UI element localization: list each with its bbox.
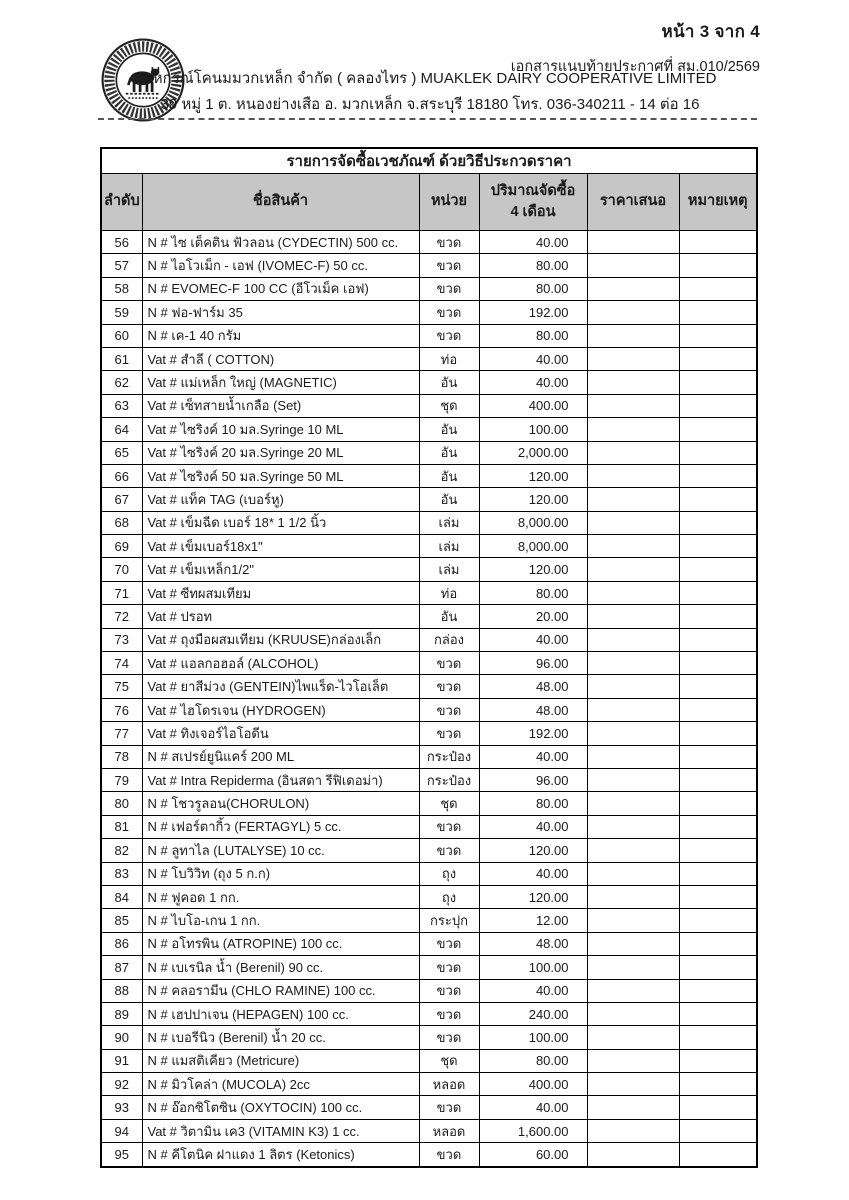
table-row (101, 652, 757, 675)
cell-no: 70 (101, 558, 142, 581)
cell-name: N # โบวิวิท (ถุง 5 ก.ก) (142, 862, 419, 885)
col-header-price: ราคาเสนอ (587, 174, 679, 231)
col-header-qty-line2: 4 เดือน (510, 204, 556, 220)
col-header-note: หมายเหตุ (679, 174, 757, 231)
cell-price (587, 558, 679, 581)
cell-no: 77 (101, 722, 142, 745)
cell-no: 78 (101, 745, 142, 768)
cell-price (587, 1002, 679, 1025)
cell-price (587, 1143, 679, 1167)
table-row (101, 698, 757, 721)
cell-price (587, 324, 679, 347)
cell-qty: 2,000.00 (479, 441, 587, 464)
cell-price (587, 254, 679, 277)
cell-qty: 80.00 (479, 581, 587, 604)
cell-unit: ขวด (419, 1026, 479, 1049)
cell-price (587, 815, 679, 838)
cell-no: 91 (101, 1049, 142, 1072)
cell-price (587, 605, 679, 628)
cell-note (679, 792, 757, 815)
cell-note (679, 1143, 757, 1167)
cell-no: 90 (101, 1026, 142, 1049)
table-row (101, 1096, 757, 1119)
cell-no: 95 (101, 1143, 142, 1167)
cell-unit: ชุด (419, 394, 479, 417)
cell-name: N # คลอรามีน (CHLO RAMINE) 100 cc. (142, 979, 419, 1002)
table-row (101, 768, 757, 791)
table-row (101, 1143, 757, 1167)
cell-price (587, 885, 679, 908)
cell-name: Vat # ไฮโดรเจน (HYDROGEN) (142, 698, 419, 721)
cell-unit: อัน (419, 488, 479, 511)
cell-qty: 100.00 (479, 956, 587, 979)
cell-qty: 60.00 (479, 1143, 587, 1167)
cell-no: 68 (101, 511, 142, 534)
cell-price (587, 1073, 679, 1096)
table-row (101, 231, 757, 254)
cell-note (679, 511, 757, 534)
cell-unit: ขวด (419, 698, 479, 721)
cell-qty: 192.00 (479, 301, 587, 324)
cell-qty: 192.00 (479, 722, 587, 745)
table-row (101, 1026, 757, 1049)
cell-unit: ขวด (419, 277, 479, 300)
table-row (101, 324, 757, 347)
cell-note (679, 1026, 757, 1049)
cell-price (587, 535, 679, 558)
cell-price (587, 418, 679, 441)
cell-no: 84 (101, 885, 142, 908)
table-row (101, 488, 757, 511)
cell-note (679, 698, 757, 721)
col-header-unit: หน่วย (419, 174, 479, 231)
table-title-row (101, 148, 757, 174)
cell-qty: 8,000.00 (479, 535, 587, 558)
cell-note (679, 628, 757, 651)
cell-qty: 80.00 (479, 1049, 587, 1072)
cell-price (587, 839, 679, 862)
cell-qty: 96.00 (479, 652, 587, 675)
cell-qty: 48.00 (479, 698, 587, 721)
cell-note (679, 885, 757, 908)
cell-qty: 40.00 (479, 745, 587, 768)
cell-unit: ขวด (419, 722, 479, 745)
cell-note (679, 909, 757, 932)
cell-note (679, 558, 757, 581)
cell-name: N # ไซ เต็คติน ฟัวลอน (CYDECTIN) 500 cc. (142, 231, 419, 254)
cell-price (587, 488, 679, 511)
cell-no: 82 (101, 839, 142, 862)
table-row (101, 839, 757, 862)
organization-header (140, 66, 720, 118)
cell-price (587, 347, 679, 370)
cell-note (679, 979, 757, 1002)
cell-unit: อัน (419, 371, 479, 394)
cell-no: 74 (101, 652, 142, 675)
table-row (101, 511, 757, 534)
cell-unit: ขวด (419, 324, 479, 347)
cell-no: 58 (101, 277, 142, 300)
cell-note (679, 488, 757, 511)
cell-unit: กระป๋อง (419, 745, 479, 768)
cell-unit: ขวด (419, 839, 479, 862)
cell-note (679, 301, 757, 324)
table-row (101, 1119, 757, 1142)
dashed-divider (98, 118, 757, 120)
cell-no: 86 (101, 932, 142, 955)
cell-qty: 80.00 (479, 792, 587, 815)
cell-name: N # สเปรย์ยูนิแคร์ 200 ML (142, 745, 419, 768)
table-row (101, 394, 757, 417)
cell-unit: ขวด (419, 254, 479, 277)
table-row (101, 1002, 757, 1025)
cell-name: Vat # แท็ค TAG (เบอร์หู) (142, 488, 419, 511)
cell-price (587, 979, 679, 1002)
cell-no: 60 (101, 324, 142, 347)
cell-qty: 80.00 (479, 277, 587, 300)
cell-price (587, 1049, 679, 1072)
cell-unit: ขวด (419, 1143, 479, 1167)
cell-qty: 12.00 (479, 909, 587, 932)
cell-no: 71 (101, 581, 142, 604)
cell-note (679, 1073, 757, 1096)
cell-no: 79 (101, 768, 142, 791)
cell-note (679, 605, 757, 628)
table-row (101, 441, 757, 464)
cell-price (587, 698, 679, 721)
cell-name: N # ฟูคอด 1 กก. (142, 885, 419, 908)
cell-price (587, 956, 679, 979)
cell-price (587, 932, 679, 955)
table-row (101, 862, 757, 885)
cell-price (587, 441, 679, 464)
cell-note (679, 1096, 757, 1119)
cell-qty: 20.00 (479, 605, 587, 628)
table-row (101, 956, 757, 979)
col-header-qty (479, 174, 587, 231)
cell-note (679, 1119, 757, 1142)
table-row (101, 535, 757, 558)
cell-name: Vat # ไซริงค์ 20 มล.Syringe 20 ML (142, 441, 419, 464)
cell-no: 85 (101, 909, 142, 932)
cell-no: 75 (101, 675, 142, 698)
table-row (101, 815, 757, 838)
cell-unit: ขวด (419, 652, 479, 675)
cell-no: 65 (101, 441, 142, 464)
cell-qty: 48.00 (479, 932, 587, 955)
cell-unit: เล่ม (419, 511, 479, 534)
table-row (101, 745, 757, 768)
cell-no: 64 (101, 418, 142, 441)
cell-qty: 80.00 (479, 324, 587, 347)
cell-qty: 40.00 (479, 979, 587, 1002)
cell-note (679, 932, 757, 955)
cell-name: Vat # เซ็ทสายน้ำเกลือ (Set) (142, 394, 419, 417)
cell-name: Vat # เข็มฉีด เบอร์ 18* 1 1/2 นิ้ว (142, 511, 419, 534)
cell-no: 67 (101, 488, 142, 511)
cell-name: N # อโทรพิน (ATROPINE) 100 cc. (142, 932, 419, 955)
cell-no: 83 (101, 862, 142, 885)
table-row (101, 254, 757, 277)
table-row (101, 979, 757, 1002)
cell-name: N # ไอโวเม็ก - เอฟ (IVOMEC-F) 50 cc. (142, 254, 419, 277)
cell-name: N # อ๊อกซิโตซิน (OXYTOCIN) 100 cc. (142, 1096, 419, 1119)
cell-no: 73 (101, 628, 142, 651)
cell-unit: อัน (419, 605, 479, 628)
cell-unit: ขวด (419, 1096, 479, 1119)
col-header-qty-line1: ปริมาณจัดซื้อ (490, 182, 576, 199)
cell-note (679, 441, 757, 464)
cell-price (587, 301, 679, 324)
table-row (101, 932, 757, 955)
cell-name: N # ฟอ-ฟาร์ม 35 (142, 301, 419, 324)
cell-unit: ขวด (419, 301, 479, 324)
cell-price (587, 652, 679, 675)
cell-qty: 120.00 (479, 885, 587, 908)
cell-qty: 100.00 (479, 418, 587, 441)
cell-price (587, 581, 679, 604)
cell-note (679, 1002, 757, 1025)
cell-unit: หลอด (419, 1073, 479, 1096)
cell-price (587, 394, 679, 417)
col-header-name: ชื่อสินค้า (142, 174, 419, 231)
cell-name: Vat # ไซริงค์ 50 มล.Syringe 50 ML (142, 464, 419, 487)
cell-price (587, 745, 679, 768)
cell-qty: 100.00 (479, 1026, 587, 1049)
cell-unit: กล่อง (419, 628, 479, 651)
cell-qty: 96.00 (479, 768, 587, 791)
cell-no: 59 (101, 301, 142, 324)
cell-price (587, 1026, 679, 1049)
cell-price (587, 371, 679, 394)
cell-unit: ขวด (419, 815, 479, 838)
table-body (101, 231, 757, 1167)
cell-name: Vat # เข็มเหล็ก1/2" (142, 558, 419, 581)
cell-note (679, 231, 757, 254)
cell-unit: ขวด (419, 1002, 479, 1025)
cell-price (587, 511, 679, 534)
cell-unit: อัน (419, 418, 479, 441)
cell-name: N # คีโตนิค ฝาแดง 1 ลิตร (Ketonics) (142, 1143, 419, 1167)
cell-no: 61 (101, 347, 142, 370)
cell-name: Vat # ถุงมือผสมเทียม (KRUUSE)กล่องเล็ก (142, 628, 419, 651)
cell-name: Vat # วิตามิน เค3 (VITAMIN K3) 1 cc. (142, 1119, 419, 1142)
cell-no: 72 (101, 605, 142, 628)
cell-name: N # มิวโคล่า (MUCOLA) 2cc (142, 1073, 419, 1096)
cell-no: 66 (101, 464, 142, 487)
cell-name: Vat # แม่เหล็ก ใหญ่ (MAGNETIC) (142, 371, 419, 394)
cell-unit: ขวด (419, 231, 479, 254)
cell-unit: ขวด (419, 675, 479, 698)
table-row (101, 1049, 757, 1072)
cell-name: N # แมสติเคียว (Metricure) (142, 1049, 419, 1072)
table-header-row (101, 174, 757, 231)
cell-no: 63 (101, 394, 142, 417)
cell-qty: 40.00 (479, 862, 587, 885)
cell-name: Vat # แอลกอฮอล์ (ALCOHOL) (142, 652, 419, 675)
table-row (101, 605, 757, 628)
cell-qty: 400.00 (479, 394, 587, 417)
cell-unit: ท่อ (419, 581, 479, 604)
cell-no: 80 (101, 792, 142, 815)
cell-price (587, 231, 679, 254)
cell-name: Vat # Intra Repiderma (อินสตา รีฟิเดอม่า) (142, 768, 419, 791)
cell-name: Vat # ไซริงค์ 10 มล.Syringe 10 ML (142, 418, 419, 441)
cell-no: 92 (101, 1073, 142, 1096)
table-row (101, 277, 757, 300)
cell-price (587, 277, 679, 300)
cell-price (587, 792, 679, 815)
cell-qty: 40.00 (479, 371, 587, 394)
cell-no: 76 (101, 698, 142, 721)
cell-unit: กระปุก (419, 909, 479, 932)
cell-name: Vat # ซีทผสมเทียม (142, 581, 419, 604)
table-row (101, 371, 757, 394)
cell-note (679, 722, 757, 745)
table-row (101, 792, 757, 815)
cell-name: N # เฮปปาเจน (HEPAGEN) 100 cc. (142, 1002, 419, 1025)
cell-unit: ชุด (419, 792, 479, 815)
cell-qty: 40.00 (479, 347, 587, 370)
cell-name: Vat # ทิงเจอร์ไอโอดีน (142, 722, 419, 745)
cell-no: 56 (101, 231, 142, 254)
table-row (101, 722, 757, 745)
table-row (101, 628, 757, 651)
cell-unit: อัน (419, 441, 479, 464)
cell-price (587, 628, 679, 651)
cell-name: N # โชวรูลอน(CHORULON) (142, 792, 419, 815)
cell-unit: ถุง (419, 885, 479, 908)
cell-qty: 8,000.00 (479, 511, 587, 534)
cell-name: N # ลูทาไล (LUTALYSE) 10 cc. (142, 839, 419, 862)
procurement-table (100, 147, 758, 1168)
cell-no: 89 (101, 1002, 142, 1025)
cell-name: N # ไบโอ-เกน 1 กก. (142, 909, 419, 932)
table-row (101, 885, 757, 908)
cell-unit: ขวด (419, 979, 479, 1002)
cell-unit: เล่ม (419, 535, 479, 558)
cell-price (587, 909, 679, 932)
cell-no: 93 (101, 1096, 142, 1119)
cell-unit: ท่อ (419, 347, 479, 370)
cell-qty: 400.00 (479, 1073, 587, 1096)
cell-note (679, 347, 757, 370)
cell-name: N # EVOMEC-F 100 CC (อีโวเม็ค เอฟ) (142, 277, 419, 300)
cell-qty: 40.00 (479, 231, 587, 254)
table-row (101, 581, 757, 604)
table-title: รายการจัดซื้อเวชภัณฑ์ ด้วยวิธีประกวดราคา (101, 148, 757, 174)
cell-qty: 80.00 (479, 254, 587, 277)
table-row (101, 909, 757, 932)
cell-qty: 120.00 (479, 488, 587, 511)
cell-qty: 40.00 (479, 1096, 587, 1119)
cell-note (679, 581, 757, 604)
cell-price (587, 862, 679, 885)
cell-note (679, 839, 757, 862)
cell-qty: 120.00 (479, 839, 587, 862)
cell-qty: 120.00 (479, 464, 587, 487)
table-row (101, 301, 757, 324)
cell-qty: 40.00 (479, 815, 587, 838)
cell-no: 57 (101, 254, 142, 277)
cell-price (587, 1119, 679, 1142)
cell-no: 87 (101, 956, 142, 979)
cell-note (679, 394, 757, 417)
cell-note (679, 371, 757, 394)
cell-no: 69 (101, 535, 142, 558)
cell-note (679, 254, 757, 277)
cell-note (679, 464, 757, 487)
cell-price (587, 675, 679, 698)
cell-name: N # เฟอร์ตากิ้ว (FERTAGYL) 5 cc. (142, 815, 419, 838)
organization-address: 39 หมู่ 1 ต. หนองย่างเสือ อ. มวกเหล็ก จ.สระบุรี 18180 โทร. 036-340211 - 14 ต่อ 16 (160, 96, 700, 113)
cell-unit: ชุด (419, 1049, 479, 1072)
cell-note (679, 535, 757, 558)
cell-name: N # เค-1 40 กรัม (142, 324, 419, 347)
cell-qty: 240.00 (479, 1002, 587, 1025)
cell-qty: 48.00 (479, 675, 587, 698)
cell-note (679, 652, 757, 675)
cell-name: N # เบเรนิล น้ำ (Berenil) 90 cc. (142, 956, 419, 979)
cell-note (679, 1049, 757, 1072)
cell-unit: หลอด (419, 1119, 479, 1142)
cell-unit: อัน (419, 464, 479, 487)
cell-name: Vat # เข็มเบอร์18x1" (142, 535, 419, 558)
table-row (101, 1073, 757, 1096)
cell-unit: เล่ม (419, 558, 479, 581)
cell-note (679, 768, 757, 791)
cell-qty: 40.00 (479, 628, 587, 651)
cell-unit: ขวด (419, 956, 479, 979)
cell-note (679, 277, 757, 300)
cell-no: 94 (101, 1119, 142, 1142)
cell-qty: 1,600.00 (479, 1119, 587, 1142)
cell-note (679, 324, 757, 347)
cell-price (587, 722, 679, 745)
table-row (101, 347, 757, 370)
cell-price (587, 1096, 679, 1119)
organization-name: สหกรณ์โคนมมวกเหล็ก จำกัด ( คลองไทร ) MUAKLEK DAIRY COOPERATIVE LIMITED (143, 70, 717, 87)
cell-name: N # เบอรีนิว (Berenil) น้ำ 20 cc. (142, 1026, 419, 1049)
cell-name: Vat # สำลี ( COTTON) (142, 347, 419, 370)
page-number-label: หน้า 3 จาก 4 (661, 22, 760, 41)
document-reference: เอกสารแนบท้ายประกาศที่ สม.010/2569 (510, 59, 760, 75)
cell-note (679, 815, 757, 838)
cell-price (587, 768, 679, 791)
cell-no: 88 (101, 979, 142, 1002)
cell-unit: ขวด (419, 932, 479, 955)
cell-no: 81 (101, 815, 142, 838)
table-row (101, 464, 757, 487)
cell-name: Vat # ยาสีม่วง (GENTEIN)ไพแร็ด-ไวโอเล็ต (142, 675, 419, 698)
cell-no: 62 (101, 371, 142, 394)
cell-unit: ถุง (419, 862, 479, 885)
cell-note (679, 745, 757, 768)
cell-unit: กระป๋อง (419, 768, 479, 791)
cell-price (587, 464, 679, 487)
cell-note (679, 418, 757, 441)
cell-note (679, 956, 757, 979)
cell-note (679, 675, 757, 698)
cell-qty: 120.00 (479, 558, 587, 581)
cell-name: Vat # ปรอท (142, 605, 419, 628)
table-row (101, 558, 757, 581)
table-row (101, 675, 757, 698)
table-row (101, 418, 757, 441)
col-header-no: ลำดับ (101, 174, 142, 231)
cell-note (679, 862, 757, 885)
